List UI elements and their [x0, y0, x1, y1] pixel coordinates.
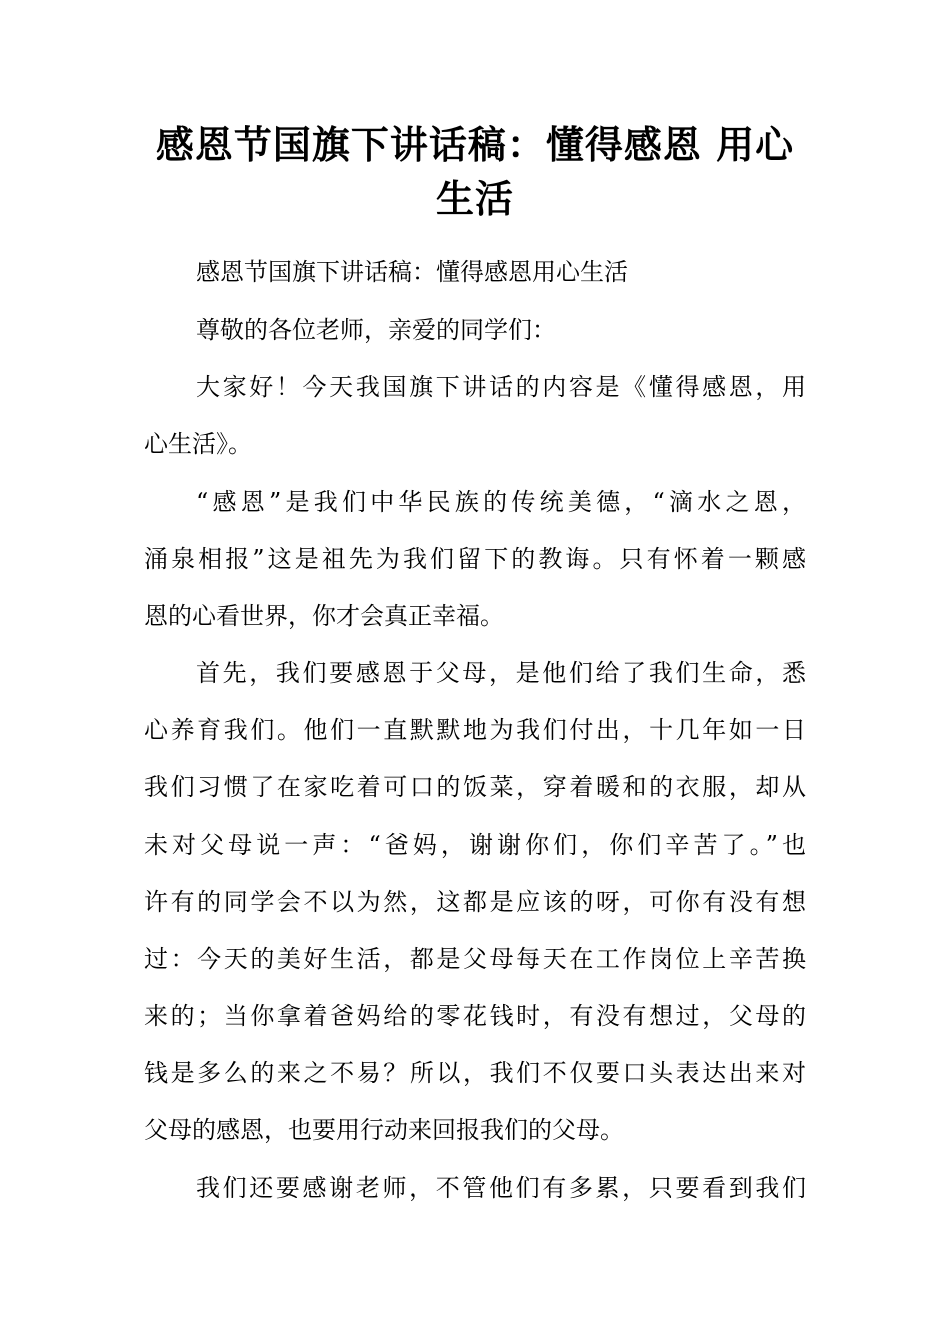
paragraph-line: “感恩”是我们中华民族的传统美德，“滴水之恩，: [196, 488, 806, 516]
paragraph-line: 过：今天的美好生活，都是父母每天在工作岗位上辛苦换: [144, 945, 806, 973]
paragraph-line: 涌泉相报”这是祖先为我们留下的教诲。只有怀着一颗感: [144, 545, 806, 573]
paragraph-line: 心生活》。: [144, 430, 252, 458]
paragraph-line: 未对父母说一声：“爸妈，谢谢你们，你们辛苦了。”也: [144, 831, 806, 859]
paragraph-line: 恩的心看世界，你才会真正幸福。: [144, 602, 504, 630]
title-line-2: 生活: [435, 177, 514, 221]
paragraph-line: 我们还要感谢老师，不管他们有多累，只要看到我们: [196, 1174, 806, 1202]
paragraph-line: 我们习惯了在家吃着可口的饭菜，穿着暖和的衣服，却从: [144, 773, 806, 801]
paragraph-line: 许有的同学会不以为然，这都是应该的呀，可你有没有想: [144, 888, 806, 916]
paragraph-line: 心养育我们。他们一直默默地为我们付出，十几年如一日: [144, 716, 806, 744]
document-title: [140, 118, 810, 226]
salutation-line: 尊敬的各位老师，亲爱的同学们：: [196, 316, 556, 344]
paragraph-line: 钱是多么的来之不易？所以，我们不仅要口头表达出来对: [144, 1059, 806, 1087]
paragraph-line: 父母的感恩，也要用行动来回报我们的父母。: [144, 1116, 624, 1144]
title-line-1: 感恩节国旗下讲话稿：懂得感恩 用心: [155, 123, 795, 167]
paragraph-line: 首先，我们要感恩于父母，是他们给了我们生命，悉: [196, 659, 806, 687]
subtitle-line: 感恩节国旗下讲话稿：懂得感恩用心生活: [196, 258, 628, 286]
paragraph-line: 大家好！今天我国旗下讲话的内容是《懂得感恩，用: [196, 373, 806, 401]
paragraph-line: 来的；当你拿着爸妈给的零花钱时，有没有想过，父母的: [144, 1002, 806, 1030]
